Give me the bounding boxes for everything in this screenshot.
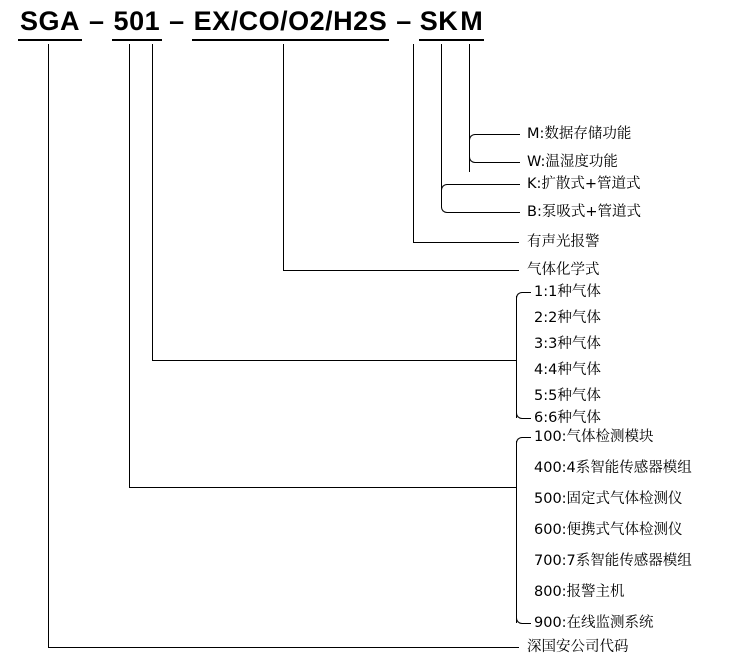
label-storage-m: M:数据存储功能 (527, 126, 632, 142)
leader-line-series (129, 44, 130, 487)
model-code-header (18, 6, 484, 41)
label-storage-w: W:温湿度功能 (527, 154, 618, 170)
bracket-series-spine (516, 441, 517, 623)
leader-line-principle (283, 44, 284, 270)
label-series-100: 100:气体检测模块 (534, 429, 654, 445)
leader-line-gas-count (152, 44, 153, 360)
connector-series (129, 487, 516, 488)
code-segment-gases: EX/CO/O2/H2S (192, 6, 390, 41)
bracket-gas-count-spine (516, 296, 517, 418)
bracket-series-top (516, 437, 531, 444)
label-gas-count-6: 6:6种气体 (534, 410, 601, 426)
code-dash-3: – (396, 6, 412, 36)
bracket-gas-count-top (516, 292, 531, 299)
label-sampling-k: K:扩散式+管道式 (527, 176, 641, 192)
leader-line-sampling (441, 44, 442, 184)
label-gas-count-3: 3:3种气体 (534, 336, 601, 352)
label-principle: 气体化学式 (527, 262, 600, 278)
label-series-800: 800:报警主机 (534, 584, 625, 600)
code-segment-series: 501 (112, 6, 163, 41)
label-gas-count-5: 5:5种气体 (534, 388, 601, 404)
bracket-gas-count-bottom (516, 412, 531, 419)
leader-line-company (48, 44, 49, 647)
label-alarm: 有声光报警 (527, 234, 600, 250)
label-gas-count-2: 2:2种气体 (534, 310, 601, 326)
bracket-storage-bottom (469, 134, 520, 163)
code-segment-brand: SGA (18, 6, 82, 41)
code-segment-features: SK (419, 6, 460, 41)
code-segment-storage: M (459, 6, 484, 41)
connector-principle (283, 270, 519, 271)
label-series-900: 900:在线监测系统 (534, 615, 654, 631)
label-series-500: 500:固定式气体检测仪 (534, 491, 683, 507)
label-gas-count-4: 4:4种气体 (534, 362, 601, 378)
connector-gas-count (152, 360, 516, 361)
label-gas-count-1: 1:1种气体 (534, 284, 601, 300)
bracket-sampling-bottom (441, 184, 520, 213)
connector-alarm (413, 242, 519, 243)
connector-company (48, 647, 519, 648)
bracket-series-bottom (516, 617, 531, 624)
label-sampling-b: B:泵吸式+管道式 (527, 204, 641, 220)
leader-line-alarm (413, 44, 414, 242)
leader-line-storage (469, 44, 470, 140)
label-series-400: 400:4系智能传感器模组 (534, 460, 692, 476)
label-series-600: 600:便携式气体检测仪 (534, 522, 683, 538)
code-dash-1: – (89, 6, 105, 36)
code-dash-2: – (169, 6, 185, 36)
label-series-700: 700:7系智能传感器模组 (534, 553, 692, 569)
label-company: 深国安公司代码 (527, 639, 629, 655)
